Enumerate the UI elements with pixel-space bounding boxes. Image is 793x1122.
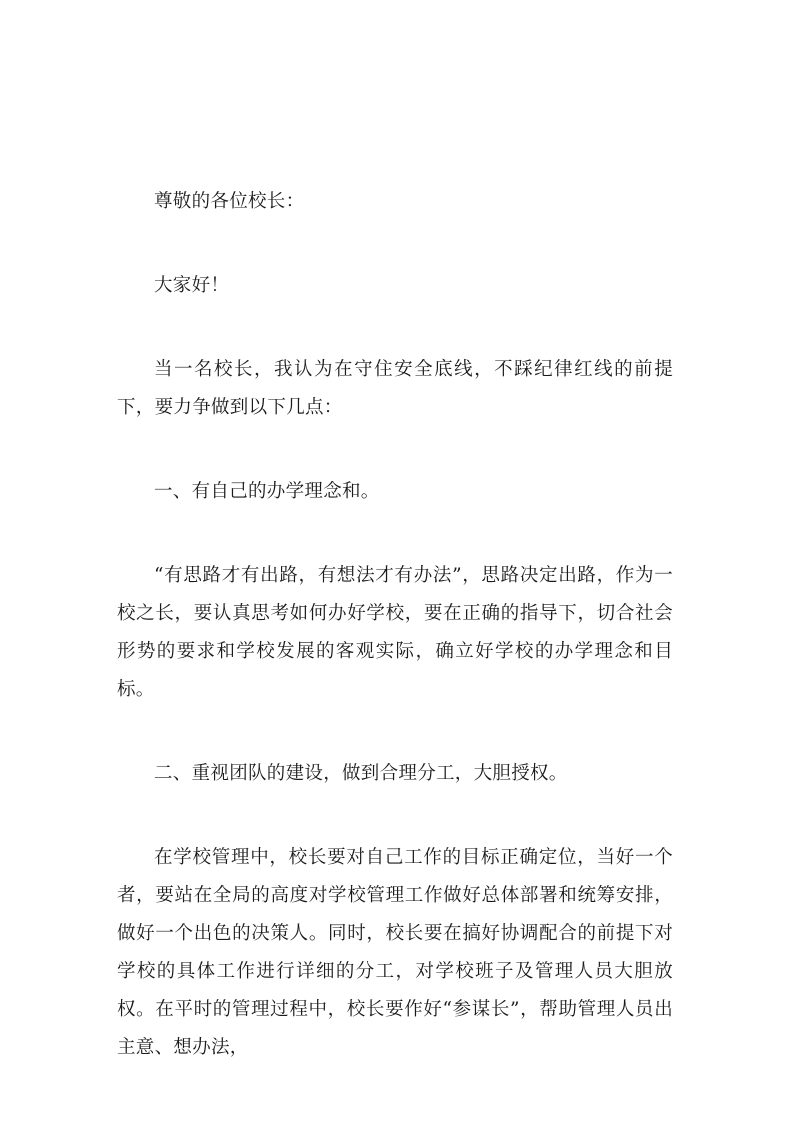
salutation: 尊敬的各位校长： bbox=[154, 191, 305, 212]
section-heading-1: 一、有自己的办学理念和。 bbox=[154, 481, 380, 502]
paragraph-gap bbox=[117, 427, 673, 473]
body-paragraph-2: 在学校管理中，校长要对自己工作的目标正确定位，当好一个者，要站在全局的高度对学校管理工作做好总体部署和统筹安排，做好一个出色的决策人。同时，校长要在搞好协调配合的前提下对学校的具体工作进行详细的分工，对学校班子及管理人员大胆放权。在平时的管理过程中，校长要作好“参谋长”，帮助管理人员出主意、想办法， bbox=[117, 847, 673, 1058]
document-page bbox=[117, 183, 673, 1067]
section-heading-2: 二、重视团队的建设，做到合理分工，大胆授权。 bbox=[154, 763, 568, 784]
body-paragraph-1: “有思路才有出路，有想法才有办法”，思路决定出路，作为一校之长，要认真思考如何办好学校，要在正确的指导下，切合社会形势的要求和学校发展的客观实际，确立好学校的办学理念和目标。 bbox=[117, 565, 673, 700]
paragraph-gap bbox=[117, 793, 673, 839]
paragraph-gap bbox=[117, 305, 673, 351]
greeting: 大家好！ bbox=[154, 275, 230, 296]
intro-paragraph: 当一名校长，我认为在守住安全底线，不踩纪律红线的前提下，要力争做到以下几点： bbox=[117, 359, 673, 418]
paragraph-gap bbox=[117, 511, 673, 557]
paragraph-gap bbox=[117, 221, 673, 267]
paragraph-gap bbox=[117, 709, 673, 755]
